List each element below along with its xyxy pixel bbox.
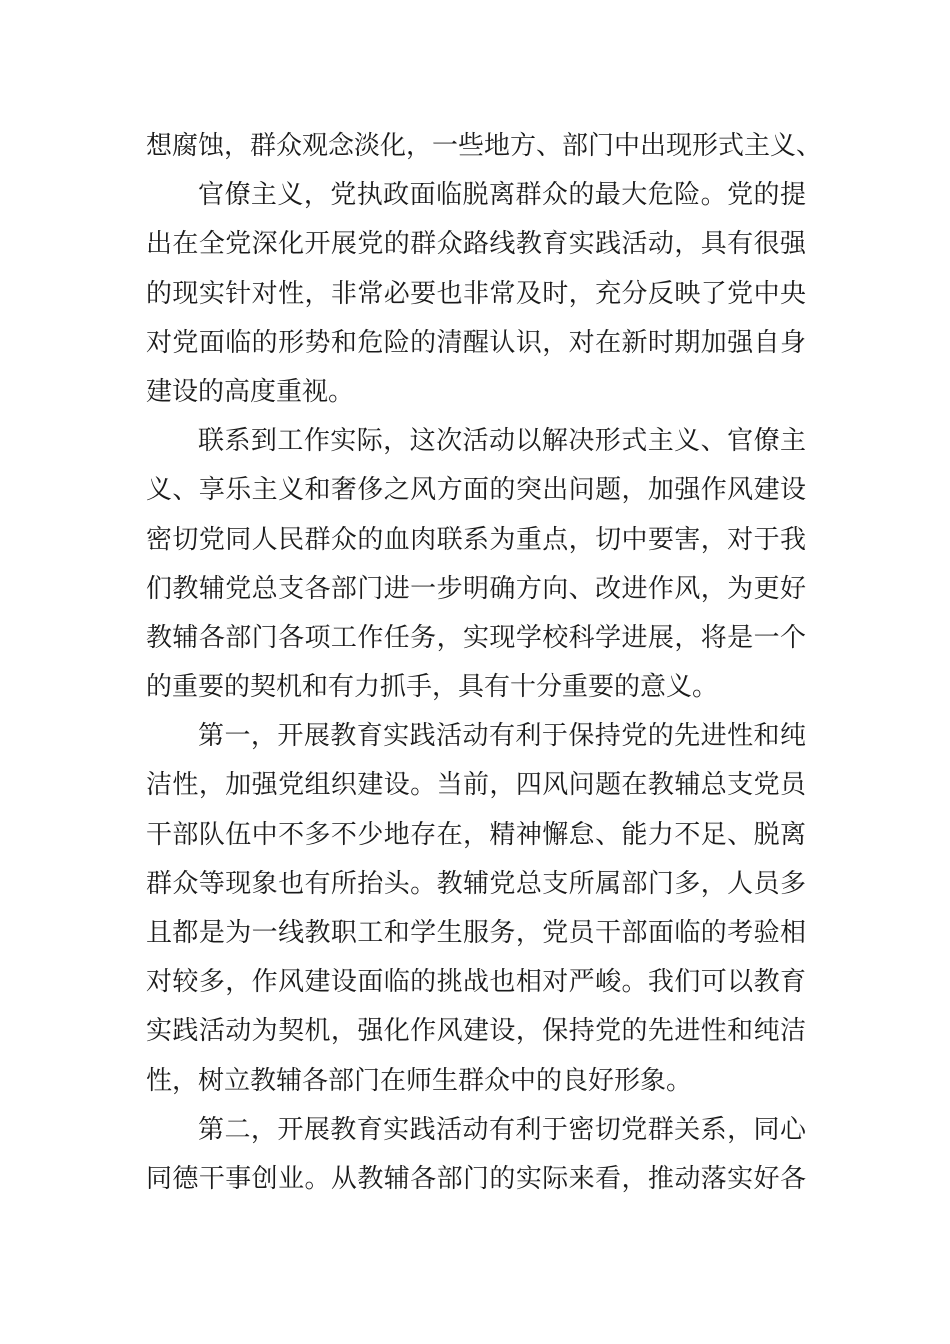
text-line: 官僚主义，党执政面临脱离群众的最大危险。党的提	[198, 180, 806, 211]
text-line: 实践活动为契机，强化作风建设，保持党的先进性和纯洁	[146, 1016, 806, 1047]
text-line: 对党面临的形势和危险的清醒认识，对在新时期加强自身	[146, 327, 806, 358]
text-line: 对较多，作风建设面临的挑战也相对严峻。我们可以教育	[146, 967, 806, 998]
text-line: 密切党同人民群众的血肉联系为重点，切中要害，对于我	[146, 524, 806, 555]
text-line: 教辅各部门各项工作任务，实现学校科学进展，将是一个	[146, 622, 806, 653]
text-line: 联系到工作实际，这次活动以解决形式主义、官僚主	[198, 426, 806, 457]
text-line: 洁性，加强党组织建设。当前，四风问题在教辅总支党员	[146, 770, 806, 801]
document-body	[146, 122, 823, 1204]
text-line: 且都是为一线教职工和学生服务，党员干部面临的考验相	[146, 918, 806, 948]
text-line: 的重要的契机和有力抓手，具有十分重要的意义。	[146, 672, 719, 703]
text-line: 建设的高度重视。	[146, 376, 355, 407]
text-line: 干部队伍中不多不少地存在，精神懈怠、能力不足、脱离	[146, 819, 806, 850]
text-line: 第二，开展教育实践活动有利于密切党群关系，同心	[198, 1114, 806, 1145]
text-line: 性，树立教辅各部门在师生群众中的良好形象。	[146, 1065, 693, 1096]
text-line: 出在全党深化开展党的群众路线教育实践活动，具有很强	[146, 229, 806, 260]
text-line: 同德干事创业。从教辅各部门的实际来看，推动落实好各	[146, 1163, 806, 1194]
text-line: 们教辅党总支各部门进一步明确方向、改进作风，为更好	[146, 573, 806, 604]
text-line: 第一，开展教育实践活动有利于保持党的先进性和纯	[198, 721, 806, 752]
text-line: 义、享乐主义和奢侈之风方面的突出问题，加强作风建设	[146, 475, 806, 506]
text-line: 想腐蚀，群众观念淡化，一些地方、部门中出现形式主义、	[146, 131, 823, 161]
text-line: 的现实针对性，非常必要也非常及时，充分反映了党中央	[146, 278, 806, 309]
text-line: 群众等现象也有所抬头。教辅党总支所属部门多，人员多	[146, 868, 806, 899]
